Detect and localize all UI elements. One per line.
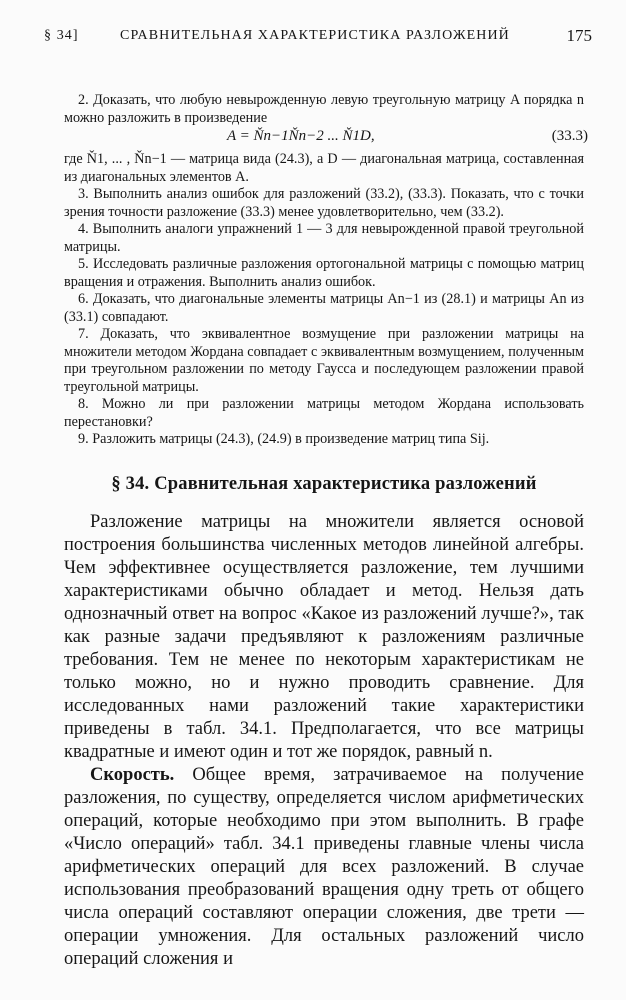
exercise-3: [64, 186, 584, 221]
exercise-5: [64, 256, 584, 291]
paragraph-intro-text: Разложение матрицы на множители является основой построения большинства численных методов линейной алгебры. Чем эффективнее осуществляется разложение, тем лучшими характеристиками обычно обладает и метод. Нельзя дать однозначный ответ на вопрос «Какое из разложений лучше?», так как разные задачи предъявляют к разложениям различные требования. Тем не менее по некоторым характеристикам не только можно, но и нужно проводить сравнение. Для исследованных нами разложений такие характеристики приведены в табл. 34.1. Предполагается, что все матрицы квадратные и имеют один и тот же порядок, равный n.: [64, 511, 584, 762]
exercise-8: [64, 396, 584, 431]
exercise-4-text: 4. Выполнить аналоги упражнений 1 — 3 для невырожденной правой треугольной матрицы.: [64, 221, 584, 255]
book-page: [44, 26, 592, 971]
header-section: § 34]: [44, 28, 79, 43]
exercise-9-text: 9. Разложить матрицы (24.3), (24.9) в произведение матриц типа Sij.: [78, 431, 490, 447]
formula-33-3: [64, 127, 588, 149]
exercise-2-continuation: где Ň1, ... , Ňn−1 — матрица вида (24.3), а D — диагональная матрица, составленная из диагональных элементов A.: [64, 151, 584, 185]
exercise-6: [64, 291, 584, 326]
exercise-8-text: 8. Можно ли при разложении матрицы методом Жордана использовать перестановки?: [64, 396, 584, 430]
exercise-7: [64, 326, 584, 396]
exercise-2: [64, 92, 584, 127]
exercise-2-text: 2. Доказать, что любую невырожденную левую треугольную матрицу A порядка n можно разложить в произведение: [64, 92, 584, 126]
exercise-6-text: 6. Доказать, что диагональные элементы матрицы An−1 из (28.1) и матрицы An из (33.1) совпадают.: [64, 291, 584, 325]
paragraph-speed: [64, 764, 584, 971]
exercise-5-text: 5. Исследовать различные разложения ортогональной матрицы с помощью матриц вращения и отражения. Выполнить анализ ошибок.: [64, 256, 584, 290]
formula-expression: A = Ňn−1Ňn−2 ... Ň1D,: [227, 128, 375, 144]
section-heading: § 34. Сравнительная характеристика разложений: [111, 473, 537, 494]
exercise-9: [64, 431, 584, 449]
running-header: [44, 26, 592, 50]
page-number: 175: [566, 26, 592, 45]
exercise-3-text: 3. Выполнить анализ ошибок для разложений (33.2), (33.3). Показать, что с точки зрения точности разложение (33.3) менее удовлетворительно, чем (33.2).: [64, 186, 584, 220]
formula-number: (33.3): [551, 128, 588, 144]
exercise-4: [64, 221, 584, 256]
paragraph-intro: [64, 511, 584, 764]
exercise-7-text: 7. Доказать, что эквивалентное возмущение при разложении матрицы на множители методом Жордана совпадает с эквивалентным возмущением, полученным при треугольном разложении по методу Гаусса и последующем разложении правой треугольной матрицы.: [64, 326, 584, 395]
paragraph-speed-lead: Скорость.: [90, 764, 175, 785]
header-title: СРАВНИТЕЛЬНАЯ ХАРАКТЕРИСТИКА РАЗЛОЖЕНИЙ: [120, 28, 510, 43]
paragraph-speed-text: Общее время, затрачиваемое на получение разложения, по существу, определяется числом арифметических операций, которые необходимо при этом выполнить. В графе «Число операций» табл. 34.1 приведены главные члены числа арифметических операций для всех разложений. В случае использования преобразований вращения одну треть от общего числа операций составляют операции сложения, две трети — операции умножения. Для остальных разложений число операций сложения и: [64, 764, 584, 969]
